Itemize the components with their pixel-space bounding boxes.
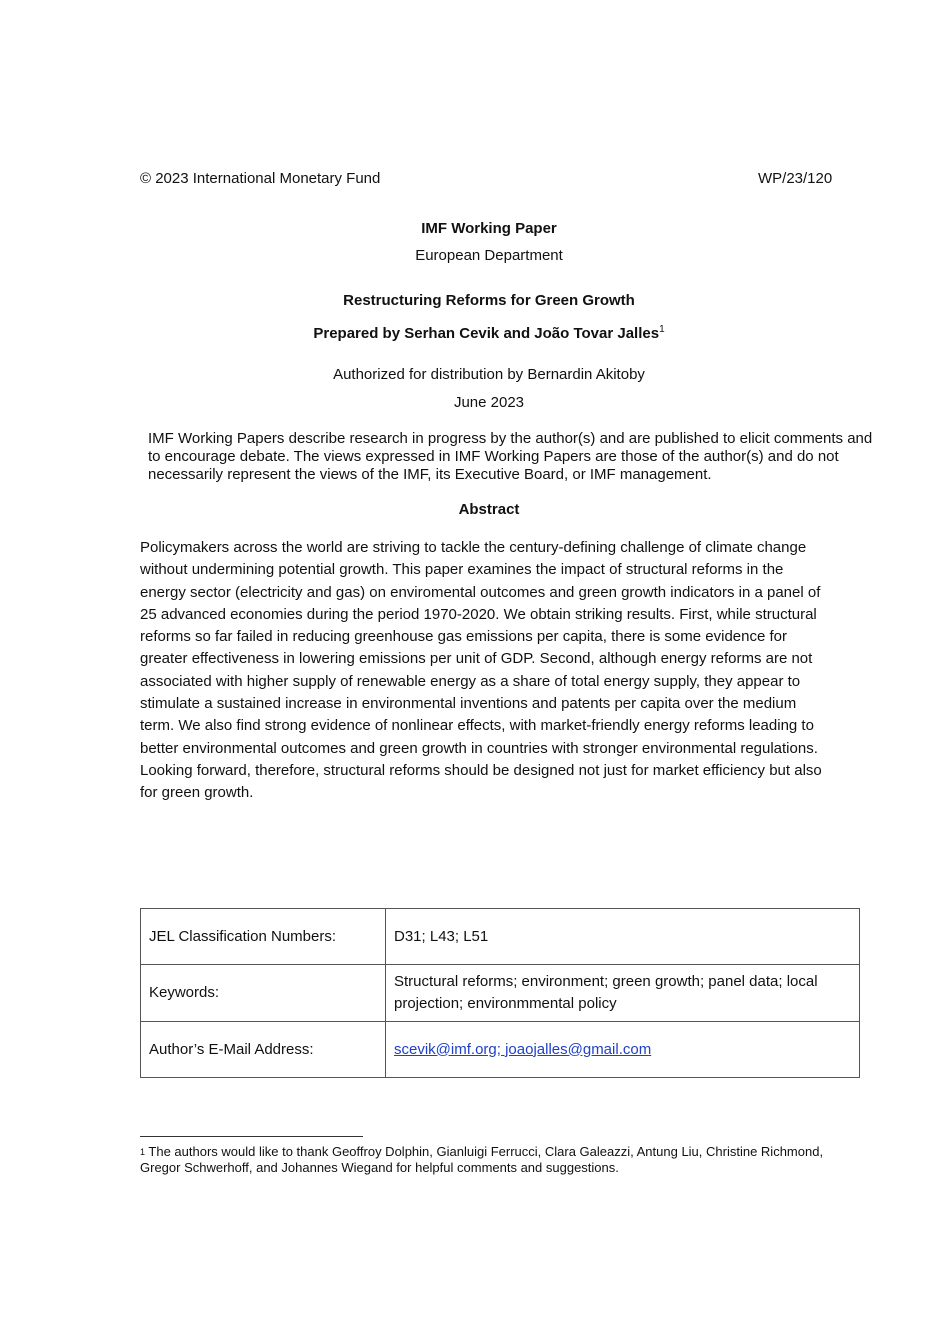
jel-label: JEL Classification Numbers:	[141, 909, 386, 965]
email-link[interactable]: scevik@imf.org; joaojalles@gmail.com	[394, 1040, 652, 1058]
authors-line	[0, 325, 950, 342]
authorized-by: Authorized for distribution by Bernardin Akitoby	[333, 366, 645, 383]
footnote-divider	[140, 1136, 363, 1137]
footnote-number: 1	[140, 1147, 146, 1157]
table-row	[141, 965, 860, 1022]
jel-value: D31; L43; L51	[386, 909, 860, 965]
keywords-value: Structural reforms; environment; green growth; panel data; local projection; environmmental policy	[386, 965, 860, 1022]
abstract-text: Policymakers across the world are striving to tackle the century-defining challenge of climate change without undermining potential growth. This paper examines the impact of structural reforms in the energy sector (electricity and gas) on enviromental outcomes and green growth indicators in a panel of 25 advanced economies during the period 1970-2020. We obtain striking results. First, while structural reforms so far failed in reducing greenhouse gas emissions per capita, there is some evidence for greater effectiveness in lowering emissions per unit of GDP. Second, although energy reforms are not associated with higher supply of renewable energy as a share of total energy supply, they appear to stimulate a sustained increase in environmental inventions and patents per capita over the medium term. We also find strong evidence of nonlinear effects, with market-friendly energy reforms leading to better environmental outcomes and green growth in countries with stronger environmental regulations. Looking forward, therefore, structural reforms should be designed not just for market efficiency but also for green growth.	[140, 539, 822, 802]
copyright-notice: © 2023 International Monetary Fund	[140, 170, 381, 187]
working-paper-number: WP/23/120	[758, 170, 833, 187]
table-row	[141, 1022, 860, 1078]
department: European Department	[415, 247, 563, 264]
table-row	[141, 909, 860, 965]
footnote-text: The authors would like to thank Geoffroy Dolphin, Gianluigi Ferrucci, Clara Galeazzi, Antung Liu, Christine Richmond, Gregor Schwerhoff, and Johannes Wiegand for helpful comments and suggestions.	[140, 1144, 824, 1175]
footnote	[140, 1144, 830, 1176]
paper-title: Restructuring Reforms for Green Growth	[343, 292, 635, 309]
disclaimer: IMF Working Papers describe research in progress by the author(s) and are published to elicit comments and to encourage debate. The views expressed in IMF Working Papers are those of the author(s) and do not necessarily represent the views of the IMF, its Executive Board, or IMF management.	[148, 430, 873, 483]
publication-date: June 2023	[453, 394, 525, 411]
footnote-marker[interactable]: 1	[659, 324, 665, 335]
metadata-table	[140, 908, 860, 1078]
email-cell	[386, 1022, 860, 1078]
email-label: Author’s E-Mail Address:	[141, 1022, 386, 1078]
authors-text: Prepared by Serhan Cevik and João Tovar Jalles	[313, 325, 660, 342]
series-title: IMF Working Paper	[421, 220, 557, 237]
abstract-heading: Abstract	[458, 501, 520, 518]
keywords-label: Keywords:	[141, 965, 386, 1022]
